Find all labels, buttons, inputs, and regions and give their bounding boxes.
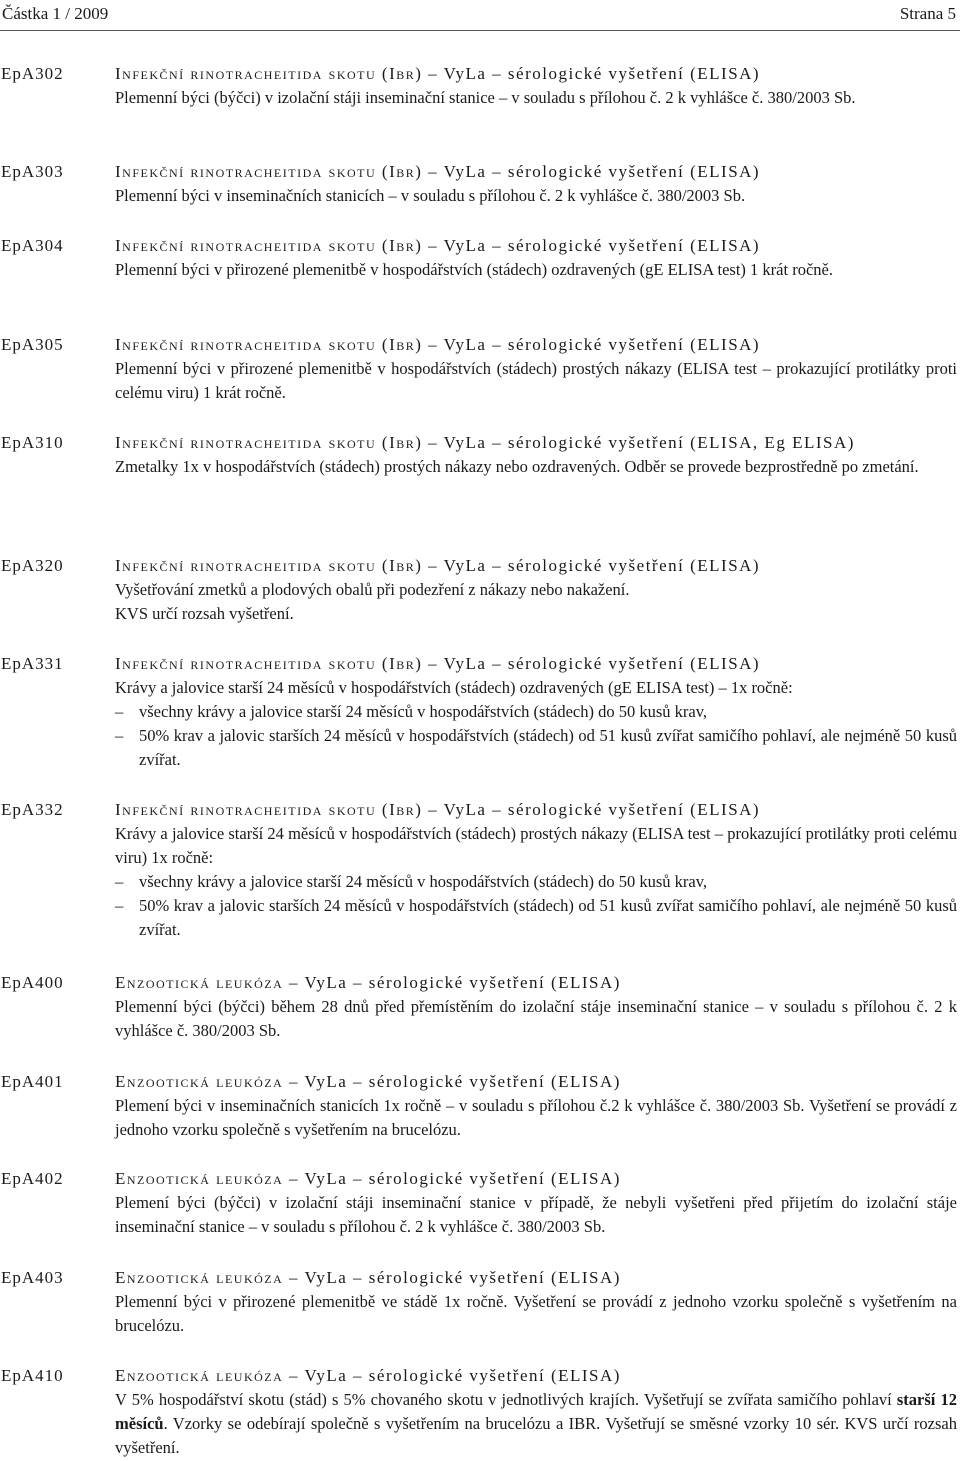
entry-code: EpA302 (1, 64, 64, 83)
entry-text: Plemenní býci (býčci) v izolační stáji inseminační stanice – v souladu s přílohou č. 2 k vyhlášce č. 380/2003 Sb. (115, 88, 856, 107)
page-header (0, 0, 960, 31)
entry-code: EpA400 (1, 973, 64, 992)
entry-heading: Enzootická leukóza – VyLa – sérologické vyšetření (ELISA) (115, 1169, 621, 1188)
entry-heading: Infekční rinotracheitida skotu (Ibr) – VyLa – sérologické vyšetření (ELISA) (115, 335, 761, 354)
entry-text: Plemení býci v inseminačních stanicích 1x ročně – v souladu s přílohou č.2 k vyhlášce č. 380/2003 Sb. Vyšetření se provádí z jednoho vzorku společně s vyšetřením na brucelózu. (115, 1096, 957, 1139)
entry-heading: Infekční rinotracheitida skotu (Ibr) – VyLa – sérologické vyšetření (ELISA) (115, 654, 761, 673)
page-number: Strana 5 (899, 4, 956, 23)
list-item: – 50% krav a jalovic starších 24 měsíců v hospodářstvích (stádech) od 51 kusů zvířat samičího pohlaví, ale nejméně 50 kusů zvířat. (115, 896, 957, 939)
entry-text: Plemenní býci v inseminačních stanicích – v souladu s přílohou č. 2 k vyhlášce č. 380/2003 Sb. (115, 186, 746, 205)
list-item: – všechny krávy a jalovice starší 24 měsíců v hospodářstvích (stádech) do 50 kusů krav, (115, 702, 708, 721)
emphasis: starší 12 měsíců (115, 1390, 958, 1433)
entry-text: Krávy a jalovice starší 24 měsíců v hospodářstvích (stádech) prostých nákazy (ELISA test – prokazující protilátky proti celému viru) 1x ročně: (115, 824, 957, 867)
entry-code: EpA303 (1, 162, 64, 181)
entry-text: Plemenní býci v přirozené plemenitbě ve stádě 1x ročně. Vyšetření se provádí z jednoho vzorku společně s vyšetřením na brucelózu. (115, 1292, 957, 1335)
entry-heading: Enzootická leukóza – VyLa – sérologické vyšetření (ELISA) (115, 973, 621, 992)
entry-text: Plemenní býci v přirozené plemenitbě v hospodářstvích (stádech) prostých nákazy (ELISA test – prokazující protilátky proti celému viru) 1 krát ročně. (115, 359, 957, 402)
entry-text: Krávy a jalovice starší 24 měsíců v hospodářstvích (stádech) ozdravených (gE ELISA test) – 1x ročně: (115, 678, 793, 697)
entry-code: EpA310 (1, 433, 64, 452)
entry-code: EpA332 (1, 800, 64, 819)
entry-text: Vyšetřování zmetků a plodových obalů při podezření z nákazy nebo nakažení. (115, 580, 630, 599)
entry-heading: Infekční rinotracheitida skotu (Ibr) – VyLa – sérologické vyšetření (ELISA) (115, 236, 761, 255)
entry-text: KVS určí rozsah vyšetření. (115, 604, 294, 623)
entry-text: Plemenní býci (býčci) během 28 dnů před přemístěním do izolační stáje inseminační stanice – v souladu s přílohou č. 2 k vyhlášce č. 380/2003 Sb. (115, 997, 957, 1040)
entry-text: V 5% hospodářství skotu (stád) s 5% chovaného skotu v jednotlivých krajích. Vyšetřují se zvířata samičího pohlaví starší 12 měsíců. Vzorky se odebírají společně s vyšetřením na brucelózu a IBR. Vyšetřují se směsné vzorky 10 sér. KVS určí rozsah vyšetření. (115, 1390, 958, 1457)
entry-code: EpA331 (1, 654, 64, 673)
issue-number: Částka 1 / 2009 (2, 4, 109, 23)
entry-code: EpA305 (1, 335, 64, 354)
entry-code: EpA401 (1, 1072, 64, 1091)
list-item: – všechny krávy a jalovice starší 24 měsíců v hospodářstvích (stádech) do 50 kusů krav, (115, 872, 708, 891)
entry-heading: Infekční rinotracheitida skotu (Ibr) – VyLa – sérologické vyšetření (ELISA) (115, 64, 761, 83)
entry-code: EpA304 (1, 236, 64, 255)
entry-heading: Infekční rinotracheitida skotu (Ibr) – VyLa – sérologické vyšetření (ELISA) (115, 800, 761, 819)
entry-text: Zmetalky 1x v hospodářstvích (stádech) prostých nákazy nebo ozdravených. Odběr se provede bezprostředně po zmetání. (115, 457, 919, 476)
entry-heading: Enzootická leukóza – VyLa – sérologické vyšetření (ELISA) (115, 1072, 621, 1091)
entry-code: EpA410 (1, 1366, 64, 1385)
entry-code: EpA320 (1, 556, 64, 575)
entry-text: Plemenní býci v přirozené plemenitbě v hospodářstvích (stádech) ozdravených (gE ELISA test) 1 krát ročně. (115, 260, 833, 279)
entry-heading: Enzootická leukóza – VyLa – sérologické vyšetření (ELISA) (115, 1366, 621, 1385)
list-item: – 50% krav a jalovic starších 24 měsíců v hospodářstvích (stádech) od 51 kusů zvířat samičího pohlaví, ale nejméně 50 kusů zvířat. (115, 726, 957, 769)
entry-code: EpA403 (1, 1268, 64, 1287)
entry-heading: Infekční rinotracheitida skotu (Ibr) – VyLa – sérologické vyšetření (ELISA, Eg ELISA) (115, 433, 855, 452)
entry-code: EpA402 (1, 1169, 64, 1188)
entry-text: Plemení býci (býčci) v izolační stáji inseminační stanice v případě, že nebyli vyšetřeni před přijetím do izolační stáje inseminační stanice – v souladu s přílohou č. 2 k vyhlášce č. 380/2003 Sb. (115, 1193, 957, 1236)
entry-heading: Enzootická leukóza – VyLa – sérologické vyšetření (ELISA) (115, 1268, 621, 1287)
entry-heading: Infekční rinotracheitida skotu (Ibr) – VyLa – sérologické vyšetření (ELISA) (115, 556, 761, 575)
entry-heading: Infekční rinotracheitida skotu (Ibr) – VyLa – sérologické vyšetření (ELISA) (115, 162, 761, 181)
